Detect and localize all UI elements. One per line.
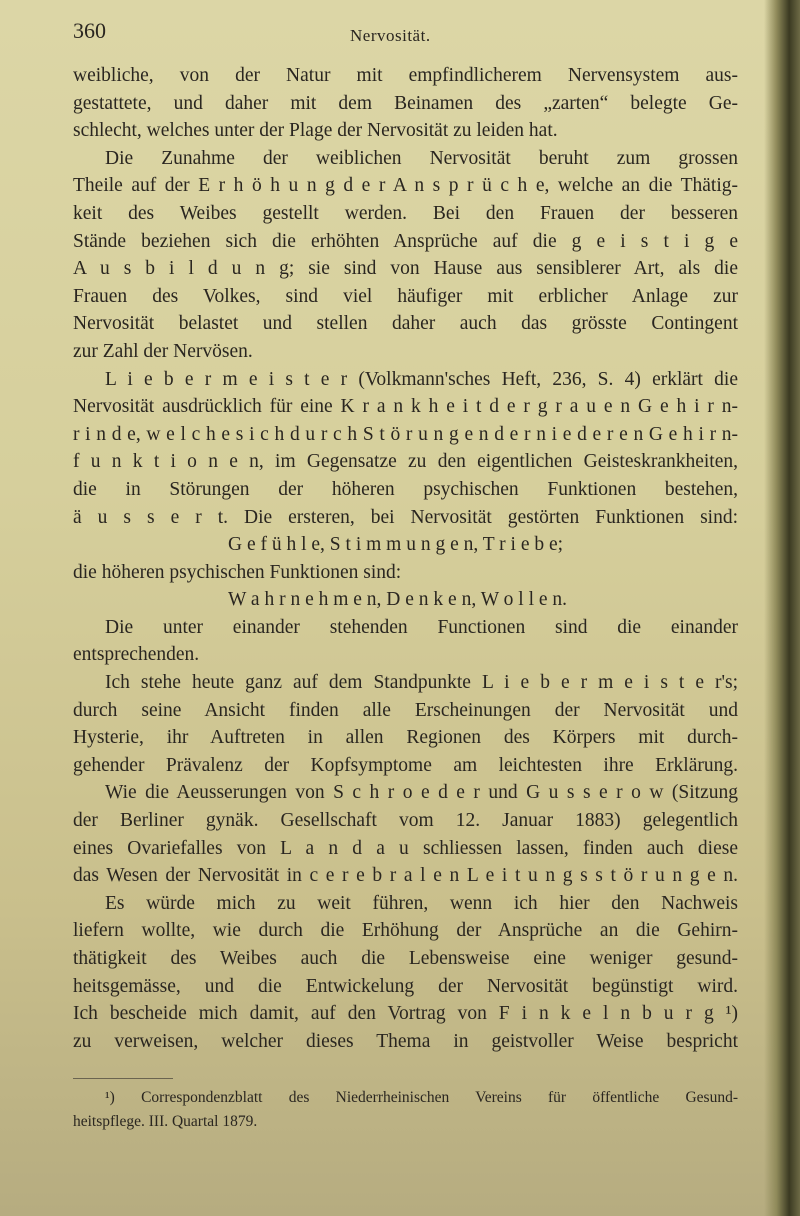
- text-line: Nervosität ausdrücklich für eine K r a n k h e i t d e r g r a u e n G e h i r n-: [73, 396, 738, 418]
- text-line: L i e b e r m e i s t e r (Volkmann'sches Heft, 236, S. 4) erklärt die: [105, 368, 738, 390]
- page-number: 360: [73, 18, 106, 43]
- text-line: gestattete, und daher mit dem Beinamen des „zarten“ belegte Ge-: [73, 92, 738, 114]
- footnote-line: ¹) Correspondenzblatt des Niederrheinischen Vereins für öffentliche Gesund-: [105, 1089, 738, 1106]
- text-line: liefern wollte, wie durch die Erhöhung der Ansprüche an die Gehirn-: [73, 920, 738, 942]
- text-line: r i n d e, w e l c h e s i c h d u r c h S t ö r u n g e n d e r n i e d e r e n G e h i r n-: [73, 423, 738, 445]
- running-title: Nervosität.: [350, 26, 431, 45]
- text-line: Wie die Aeusserungen von S c h r o e d e r und G u s s e r o w (Sitzung: [105, 782, 738, 804]
- text-line: ä u s s e r t. Die ersteren, bei Nervosität gestörten Funktionen sind:: [73, 506, 738, 528]
- book-binding-edge: [764, 0, 800, 1216]
- text-line: die höheren psychischen Funktionen sind:: [73, 561, 402, 583]
- text-line: Frauen des Volkes, sind viel häufiger mit erblicher Anlage zur: [73, 285, 738, 307]
- text-line: Ich stehe heute ganz auf dem Standpunkte L i e b e r m e i s t e r's;: [105, 672, 738, 694]
- text-line: zu verweisen, welcher dieses Thema in geistvoller Weise bespricht: [73, 1030, 738, 1052]
- footnote-line: heitspflege. III. Quartal 1879.: [73, 1113, 258, 1130]
- text-line: zur Zahl der Nervösen.: [73, 340, 253, 362]
- footnote-divider: [73, 1078, 173, 1079]
- footnote: [73, 1086, 738, 1134]
- text-line: schlecht, welches unter der Plage der Nervosität zu leiden hat.: [73, 120, 558, 142]
- text-line: W a h r n e h m e n, D e n k e n, W o l l e n.: [228, 589, 568, 611]
- text-line: Die Zunahme der weiblichen Nervosität beruht zum grossen: [105, 147, 738, 169]
- text-line: Stände beziehen sich die erhöhten Ansprüche auf die g e i s t i g e: [73, 230, 738, 252]
- text-line: Nervosität belastet und stellen daher auch das grösste Contingent: [73, 313, 738, 335]
- text-line: gehender Prävalenz der Kopfsymptome am leichtesten ihre Erklärung.: [73, 754, 738, 776]
- text-line: durch seine Ansicht finden alle Erscheinungen der Nervosität und: [73, 699, 738, 721]
- text-line: G e f ü h l e, S t i m m u n g e n, T r i e b e;: [228, 534, 564, 556]
- text-line: A u s b i l d u n g; sie sind von Hause aus sensiblerer Art, als die: [73, 258, 738, 280]
- text-line: f u n k t i o n e n, im Gegensatze zu den eigentlichen Geisteskrankheiten,: [73, 451, 738, 473]
- text-line: Theile auf der E r h ö h u n g d e r A n s p r ü c h e, welche an die Thätig-: [73, 175, 738, 197]
- text-line: Die unter einander stehenden Functionen sind die einander: [105, 616, 738, 638]
- body-text: [73, 62, 738, 1055]
- text-line: eines Ovariefalles von L a n d a u schliessen lassen, finden auch diese: [73, 837, 738, 859]
- text-line: heitsgemässe, und die Entwickelung der Nervosität begünstigt wird.: [73, 975, 738, 997]
- text-line: Ich bescheide mich damit, auf den Vortrag von F i n k e l n b u r g ¹): [73, 1003, 738, 1025]
- text-line: keit des Weibes gestellt werden. Bei den Frauen der besseren: [73, 202, 738, 224]
- text-line: entsprechenden.: [73, 644, 200, 666]
- text-line: Es würde mich zu weit führen, wenn ich hier den Nachweis: [105, 892, 738, 914]
- text-line: das Wesen der Nervosität in c e r e b r a l e n L e i t u n g s s t ö r u n g e n.: [73, 865, 738, 887]
- text-line: thätigkeit des Weibes auch die Lebensweise eine weniger gesund-: [73, 948, 738, 969]
- text-line: weibliche, von der Natur mit empfindlicherem Nervensystem aus-: [73, 65, 738, 86]
- text-line: die in Störungen der höheren psychischen Funktionen bestehen,: [73, 478, 738, 500]
- text-line: Hysterie, ihr Auftreten in allen Regionen des Körpers mit durch-: [73, 727, 738, 749]
- text-line: der Berliner gynäk. Gesellschaft vom 12. Januar 1883) gelegentlich: [73, 810, 738, 832]
